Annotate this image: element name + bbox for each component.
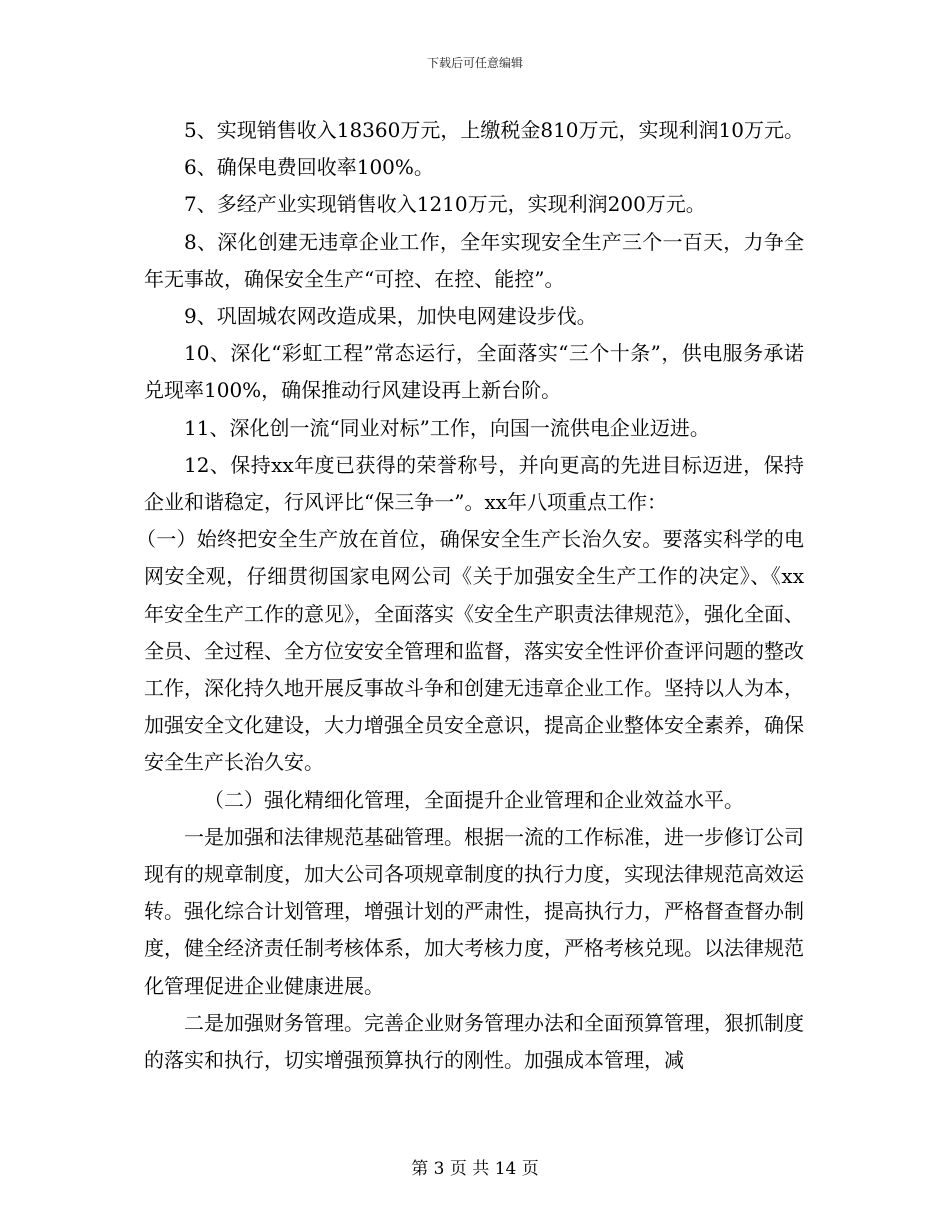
paragraph-section-2: （二）强化精细化管理，全面提升企业管理和企业效益水平。 [204,787,744,812]
paragraph-item-9: 9、巩固城农网改造成果，加快电网建设步伐。 [184,304,597,329]
paragraph-item-12: 12、保持xx年度已获得的荣誉称号，并向更高的先进目标迈进，保持企业和谐稳定，行风评比“保三争一”。xx年八项重点工作： [144,452,804,515]
paragraph-item-8: 8、深化创建无违章企业工作，全年实现安全生产三个一百天，力争全年无事故，确保安全生产“可控、在控、能控”。 [144,229,804,291]
document-body [136,112,804,1079]
paragraph-item-6: 6、确保电费回收率100%。 [184,155,434,180]
page-header: 下载后可任意编辑 [426,56,523,70]
paragraph-section-1: （一）始终把安全生产放在首位，确保安全生产长治久安。要落实科学的电网安全观，仔细贯彻国家电网公司《关于加强安全生产工作的决定》、《xx年安全生产工作的意见》，全面落实《安全生产职责法律规范》，强化全面、全员、全过程、全方位安安全管理和监督，落实安全性评价查评问题的整改工作，深化持久地开展反事故斗争和创建无违章企业工作。坚持以人为本，加强安全文化建设，大力增强全员安全意识，提高企业整体安全素养，确保安全生产长治久安。 [136,527,804,775]
paragraph-item-10: 10、深化“彩虹工程”常态运行，全面落实“三个十条”，供电服务承诺兑现率100%，确保推动行风建设再上新台阶。 [144,341,804,403]
page-footer: 第 3 页 共 14 页 [411,1159,539,1179]
paragraph-item-11: 11、深化创一流“同业对标”工作，向国一流供电企业迈进。 [184,415,710,440]
paragraph-point-2: 二是加强财务管理。完善企业财务管理办法和全面预算管理，狠抓制度的落实和执行，切实增强预算执行的刚性。加强成本管理，减 [144,1010,804,1073]
paragraph-item-5: 5、实现销售收入18360万元，上缴税金810万元，实现利润10万元。 [184,118,804,142]
paragraph-point-1: 一是加强和法律规范基础管理。根据一流的工作标准，进一步修订公司现有的规章制度，加大公司各项规章制度的执行力度，实现法律规范高效运转。强化综合计划管理，增强计划的严肃性，提高执行力，严格督查督办制度，健全经济责任制考核体系，加大考核力度，严格考核兑现。以法律规范化管理促进企业健康进展。 [144,824,804,998]
paragraph-item-7: 7、多经产业实现销售收入1210万元，实现利润200万元。 [184,192,706,217]
